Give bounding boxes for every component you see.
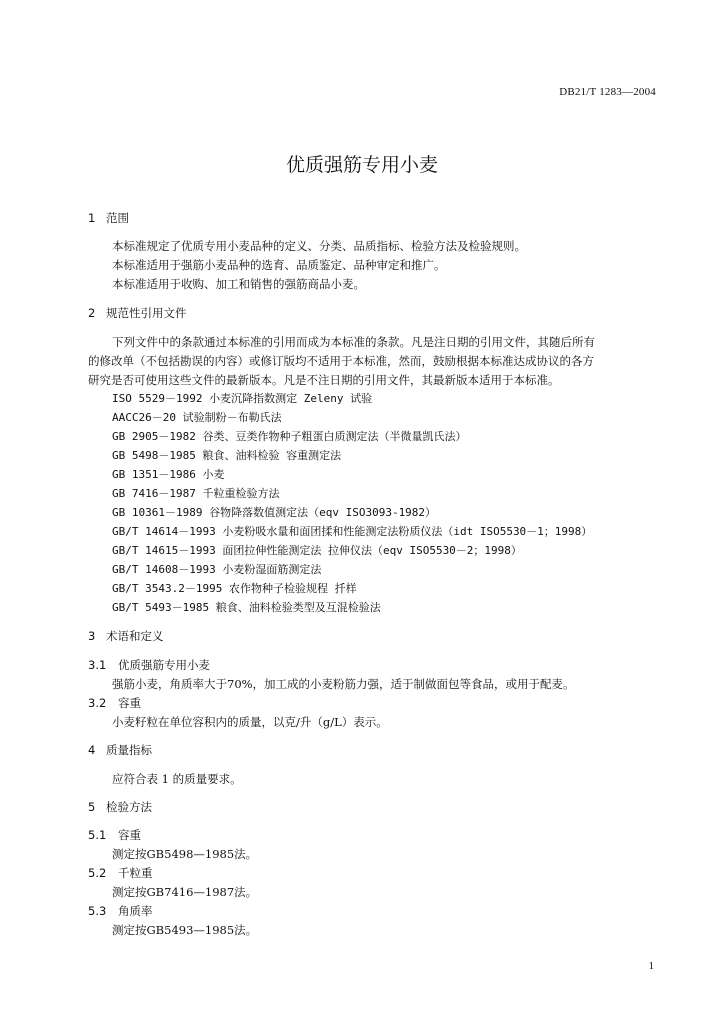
section-2-heading xyxy=(88,305,187,321)
paragraph-line: 本标准适用于收购、加工和销售的强筋商品小麦。 xyxy=(112,277,365,291)
reference-item: GB/T 5493－1985 粮食、油料检验类型及互混检验法 xyxy=(112,601,381,614)
page-number: 1 xyxy=(648,960,654,972)
reference-item: GB 10361－1989 谷物降落数值测定法（eqv ISO3093-1982） xyxy=(112,506,437,519)
subsection-title: 千粒重 xyxy=(118,866,153,880)
section-title: 质量指标 xyxy=(106,743,152,757)
section-title: 范围 xyxy=(106,211,129,225)
paragraph-line: 本标准规定了优质专用小麦品种的定义、分类、品质指标、检验方法及检验规则。 xyxy=(112,239,526,253)
subsection-number: 5.1 xyxy=(88,828,107,842)
subsection-title: 容重 xyxy=(118,828,141,842)
subsection-5-2-heading xyxy=(88,865,153,881)
section-number: 1 xyxy=(88,211,96,225)
section-1-heading xyxy=(88,210,129,226)
paragraph-line: 应符合表 1 的质量要求。 xyxy=(112,772,242,786)
reference-item: AACC26－20 试验制粉－布勒氏法 xyxy=(112,411,282,424)
subsection-title: 优质强筋专用小麦 xyxy=(118,658,210,672)
reference-item: GB/T 14608－1993 小麦粉湿面筋测定法 xyxy=(112,563,322,576)
reference-item: GB 1351－1986 小麦 xyxy=(112,468,225,481)
reference-item: GB 5498－1985 粮食、油料检验 容重测定法 xyxy=(112,449,342,462)
section-5-heading xyxy=(88,799,152,815)
subsection-5-3-heading xyxy=(88,903,153,919)
section-number: 2 xyxy=(88,306,96,320)
subsection-title: 容重 xyxy=(118,696,141,710)
reference-item: GB 7416－1987 千粒重检验方法 xyxy=(112,487,280,500)
subsection-number: 3.2 xyxy=(88,696,107,710)
standard-code: DB21/T 1283—2004 xyxy=(559,86,656,98)
subsection-title: 角质率 xyxy=(118,904,153,918)
document-title: 优质强筋专用小麦 xyxy=(285,154,438,176)
paragraph-line: 的修改单（不包括勘误的内容）或修订版均不适用于本标准，然而，鼓励根据本标准达成协议的各方 xyxy=(88,354,594,368)
section-title: 规范性引用文件 xyxy=(106,306,187,320)
section-title: 检验方法 xyxy=(106,800,152,814)
section-number: 4 xyxy=(88,743,96,757)
section-title: 术语和定义 xyxy=(106,629,164,643)
paragraph-line: 小麦籽粒在单位容积内的质量，以克/升（g/L）表示。 xyxy=(112,715,388,729)
subsection-3-2-heading xyxy=(88,695,141,711)
subsection-number: 5.3 xyxy=(88,904,107,918)
paragraph-line: 本标准适用于强筋小麦品种的选育、品质鉴定、品种审定和推广。 xyxy=(112,258,446,272)
paragraph-line: 测定按GB5493—1985法。 xyxy=(112,923,258,937)
paragraph-line: 强筋小麦，角质率大于70%，加工成的小麦粉筋力强，适于制做面包等食品，或用于配麦。 xyxy=(112,677,575,691)
reference-item: GB/T 14614－1993 小麦粉吸水量和面团揉和性能测定法粉质仪法（idt ISO5530－1；1998） xyxy=(112,525,593,538)
reference-item: ISO 5529－1992 小麦沉降指数测定 Zeleny 试验 xyxy=(112,392,373,405)
subsection-number: 3.1 xyxy=(88,658,107,672)
reference-item: GB/T 14615－1993 面团拉伸性能测定法 拉伸仪法（eqv ISO5530－2；1998） xyxy=(112,544,522,557)
reference-item: GB/T 3543.2－1995 农作物种子检验规程 扦样 xyxy=(112,582,357,595)
paragraph-line: 测定按GB7416—1987法。 xyxy=(112,885,258,899)
subsection-3-1-heading xyxy=(88,657,210,673)
paragraph-line: 测定按GB5498—1985法。 xyxy=(112,847,258,861)
paragraph-line: 研究是否可使用这些文件的最新版本。凡是不注日期的引用文件，其最新版本适用于本标准。 xyxy=(88,373,560,387)
section-4-heading xyxy=(88,742,152,758)
section-3-heading xyxy=(88,628,164,644)
section-number: 3 xyxy=(88,629,96,643)
reference-item: GB 2905－1982 谷类、豆类作物种子粗蛋白质测定法（半微量凯氏法） xyxy=(112,430,467,443)
subsection-5-1-heading xyxy=(88,827,141,843)
paragraph-line: 下列文件中的条款通过本标准的引用而成为本标准的条款。凡是注日期的引用文件，其随后所有 xyxy=(112,335,595,349)
section-number: 5 xyxy=(88,800,96,814)
subsection-number: 5.2 xyxy=(88,866,107,880)
